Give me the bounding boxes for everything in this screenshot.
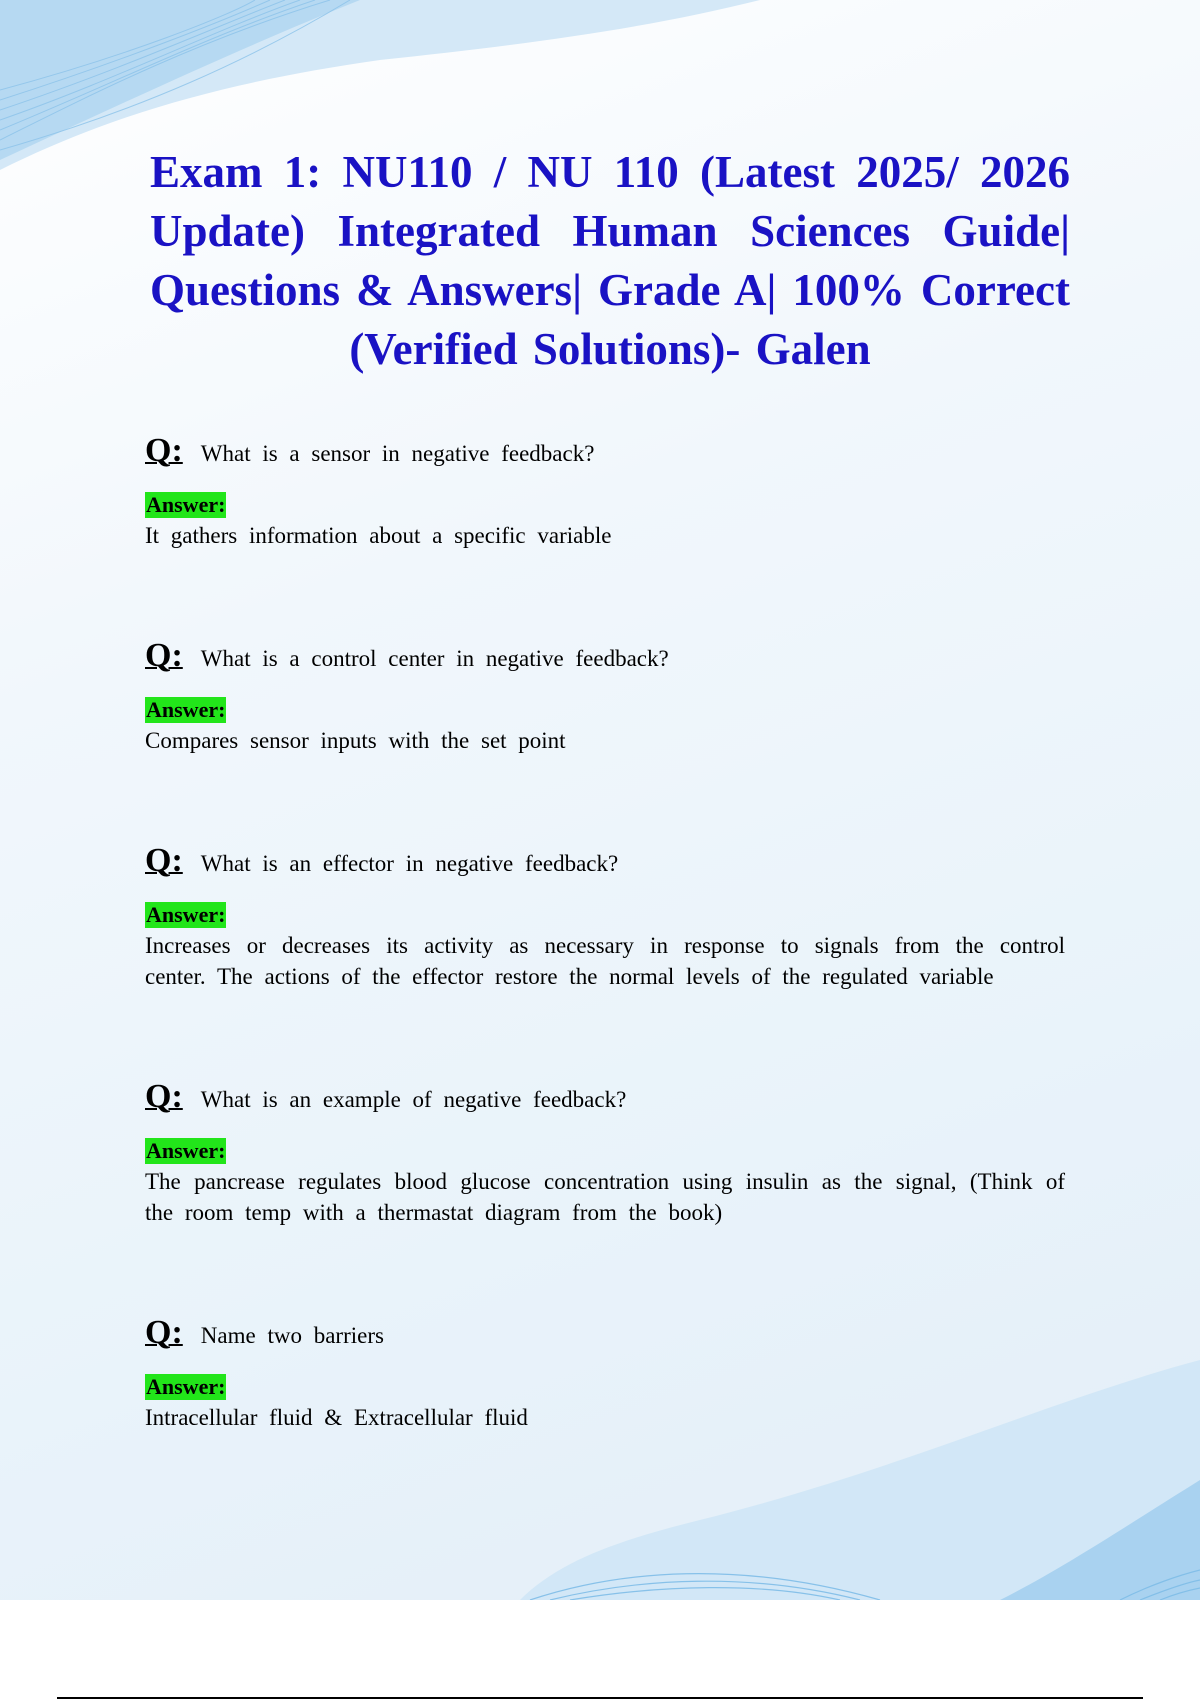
answer-label: Answer: — [146, 1138, 226, 1163]
answer-label: Answer: — [146, 1374, 226, 1399]
qa-item — [145, 1314, 1065, 1433]
question-text: What is a sensor in negative feedback? — [200, 441, 595, 466]
qa-item — [145, 842, 1065, 992]
answer-label: Answer: — [146, 492, 226, 517]
question-text: Name two barriers — [200, 1323, 384, 1348]
question-text: What is an example of negative feedback? — [200, 1087, 627, 1112]
question-label: Q: — [145, 637, 183, 674]
answer-label: Answer: — [146, 902, 226, 927]
footer-divider — [57, 1697, 1143, 1699]
question-text: What is a control center in negative feedback? — [200, 646, 669, 671]
answer-text: Increases or decreases its activity as necessary in response to signals from the control center. The actions of the effector restore the normal levels of the regulated variable — [145, 933, 1065, 989]
answer-text: The pancrease regulates blood glucose concentration using insulin as the signal, (Think of the room temp with a thermastat diagram from the book) — [145, 1169, 1065, 1225]
qa-item — [145, 637, 1065, 756]
question-line — [145, 1314, 1065, 1352]
qa-item — [145, 1078, 1065, 1228]
document-title: Exam 1: NU110 / NU 110 (Latest 2025/ 2026 Update) Integrated Human Sciences Guide| Questions & Answers| Grade A| 100% Correct (Verified Solutions)- Galen — [150, 147, 1070, 374]
answer-text: Compares sensor inputs with the set point — [145, 728, 566, 753]
question-label: Q: — [145, 842, 183, 879]
answer-text: It gathers information about a specific variable — [145, 523, 612, 548]
question-label: Q: — [145, 432, 183, 469]
question-label: Q: — [145, 1078, 183, 1115]
qa-item — [145, 432, 1065, 551]
question-line — [145, 432, 1065, 470]
answer-text: Intracellular fluid & Extracellular fluid — [145, 1405, 528, 1430]
question-line — [145, 637, 1065, 675]
question-line — [145, 842, 1065, 880]
question-label: Q: — [145, 1314, 183, 1351]
question-line — [145, 1078, 1065, 1116]
answer-label: Answer: — [146, 697, 226, 722]
question-text: What is an effector in negative feedback? — [200, 851, 619, 876]
